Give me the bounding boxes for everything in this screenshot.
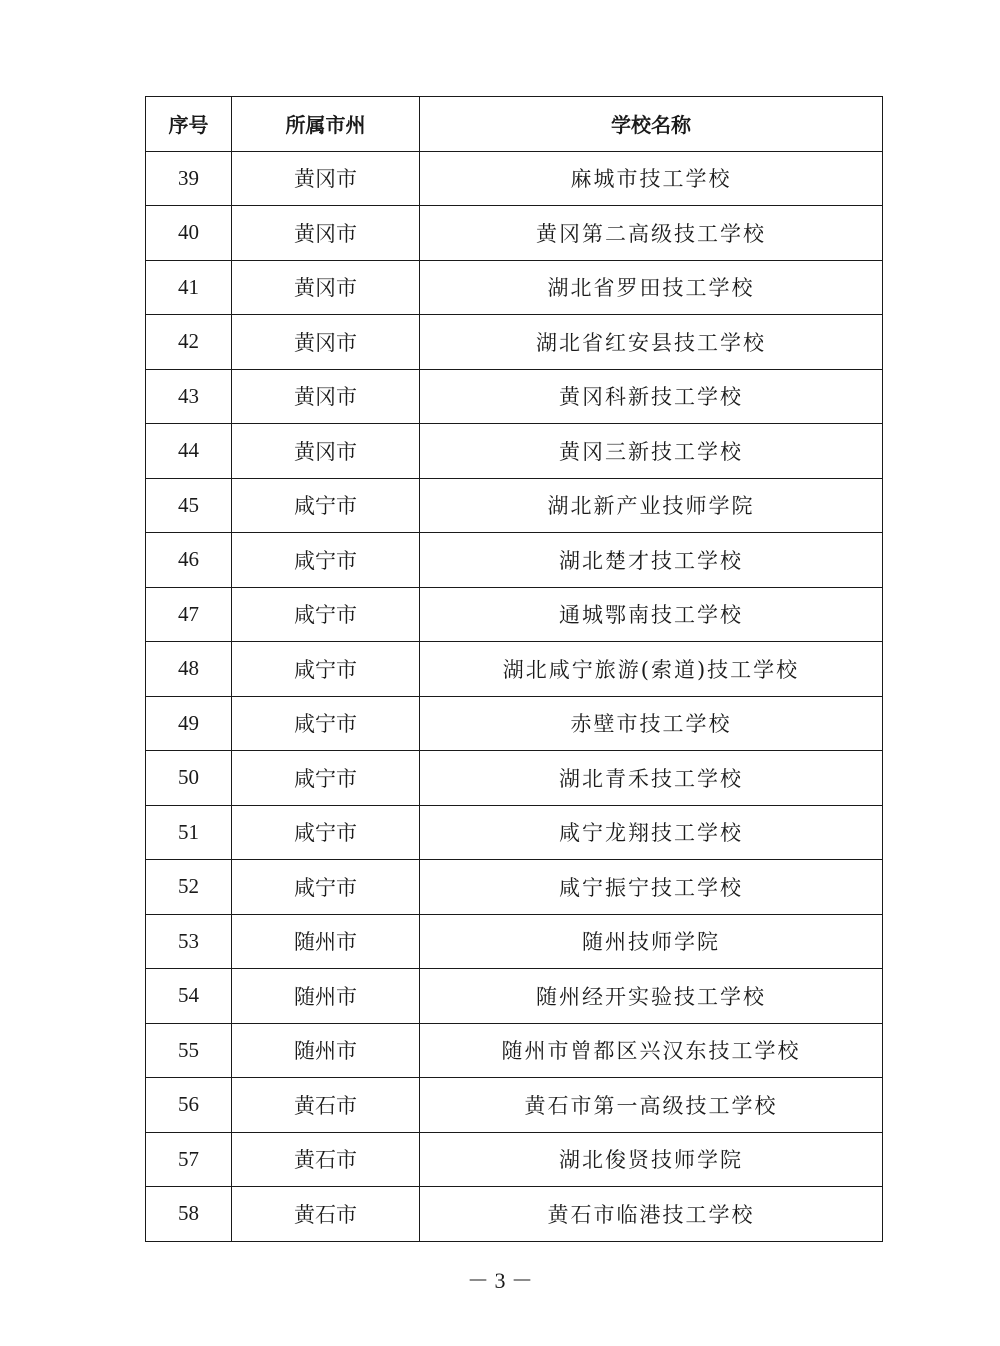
table-row: [146, 151, 883, 206]
cell-city: 随州市: [232, 969, 420, 1024]
cell-serial-number: 54: [146, 969, 232, 1024]
cell-school-name: 黄冈三新技工学校: [420, 424, 883, 479]
cell-serial-number: 50: [146, 751, 232, 806]
header-school-name: 学校名称: [420, 97, 883, 152]
cell-city: 黄冈市: [232, 151, 420, 206]
cell-school-name: 黄石市临港技工学校: [420, 1187, 883, 1242]
cell-serial-number: 57: [146, 1132, 232, 1187]
cell-city: 咸宁市: [232, 478, 420, 533]
table-row: [146, 751, 883, 806]
cell-serial-number: 46: [146, 533, 232, 588]
table-row: [146, 1023, 883, 1078]
cell-school-name: 湖北省红安县技工学校: [420, 315, 883, 370]
cell-school-name: 咸宁龙翔技工学校: [420, 805, 883, 860]
cell-school-name: 黄冈科新技工学校: [420, 369, 883, 424]
cell-serial-number: 48: [146, 642, 232, 697]
cell-school-name: 湖北青禾技工学校: [420, 751, 883, 806]
cell-school-name: 湖北新产业技师学院: [420, 478, 883, 533]
cell-city: 黄冈市: [232, 369, 420, 424]
cell-school-name: 黄石市第一高级技工学校: [420, 1078, 883, 1133]
table-row: [146, 206, 883, 261]
cell-school-name: 湖北楚才技工学校: [420, 533, 883, 588]
table-row: [146, 1132, 883, 1187]
cell-city: 咸宁市: [232, 696, 420, 751]
cell-serial-number: 45: [146, 478, 232, 533]
cell-city: 黄冈市: [232, 206, 420, 261]
cell-serial-number: 56: [146, 1078, 232, 1133]
cell-city: 黄石市: [232, 1132, 420, 1187]
table-body: [146, 151, 883, 1241]
cell-city: 随州市: [232, 914, 420, 969]
cell-serial-number: 53: [146, 914, 232, 969]
cell-city: 咸宁市: [232, 533, 420, 588]
school-list-table: [145, 96, 883, 1242]
header-city: 所属市州: [232, 97, 420, 152]
cell-serial-number: 41: [146, 260, 232, 315]
cell-city: 黄冈市: [232, 315, 420, 370]
cell-serial-number: 58: [146, 1187, 232, 1242]
table-row: [146, 424, 883, 479]
cell-serial-number: 42: [146, 315, 232, 370]
cell-serial-number: 55: [146, 1023, 232, 1078]
cell-city: 黄冈市: [232, 260, 420, 315]
cell-school-name: 湖北咸宁旅游(索道)技工学校: [420, 642, 883, 697]
cell-city: 咸宁市: [232, 860, 420, 915]
cell-serial-number: 49: [146, 696, 232, 751]
cell-serial-number: 44: [146, 424, 232, 479]
cell-school-name: 通城鄂南技工学校: [420, 587, 883, 642]
table-row: [146, 315, 883, 370]
table-row: [146, 1187, 883, 1242]
cell-serial-number: 51: [146, 805, 232, 860]
cell-school-name: 咸宁振宁技工学校: [420, 860, 883, 915]
cell-school-name: 随州技师学院: [420, 914, 883, 969]
table-row: [146, 1078, 883, 1133]
cell-serial-number: 47: [146, 587, 232, 642]
table-row: [146, 260, 883, 315]
cell-city: 咸宁市: [232, 805, 420, 860]
table-row: [146, 587, 883, 642]
cell-serial-number: 43: [146, 369, 232, 424]
table-header: [146, 97, 883, 152]
cell-school-name: 湖北省罗田技工学校: [420, 260, 883, 315]
cell-city: 咸宁市: [232, 751, 420, 806]
cell-city: 黄石市: [232, 1187, 420, 1242]
table-row: [146, 533, 883, 588]
table-row: [146, 805, 883, 860]
cell-school-name: 湖北俊贤技师学院: [420, 1132, 883, 1187]
cell-serial-number: 39: [146, 151, 232, 206]
cell-school-name: 黄冈第二高级技工学校: [420, 206, 883, 261]
cell-school-name: 麻城市技工学校: [420, 151, 883, 206]
header-row: [146, 97, 883, 152]
cell-serial-number: 40: [146, 206, 232, 261]
table-row: [146, 860, 883, 915]
table-row: [146, 642, 883, 697]
cell-city: 咸宁市: [232, 587, 420, 642]
header-serial-number: 序号: [146, 97, 232, 152]
table-row: [146, 369, 883, 424]
table-row: [146, 478, 883, 533]
table-row: [146, 696, 883, 751]
cell-serial-number: 52: [146, 860, 232, 915]
cell-city: 黄石市: [232, 1078, 420, 1133]
cell-school-name: 随州市曾都区兴汉东技工学校: [420, 1023, 883, 1078]
cell-school-name: 赤壁市技工学校: [420, 696, 883, 751]
cell-city: 咸宁市: [232, 642, 420, 697]
cell-city: 随州市: [232, 1023, 420, 1078]
table-row: [146, 914, 883, 969]
cell-school-name: 随州经开实验技工学校: [420, 969, 883, 1024]
page-number: － 3 －: [466, 1268, 533, 1293]
cell-city: 黄冈市: [232, 424, 420, 479]
table-row: [146, 969, 883, 1024]
